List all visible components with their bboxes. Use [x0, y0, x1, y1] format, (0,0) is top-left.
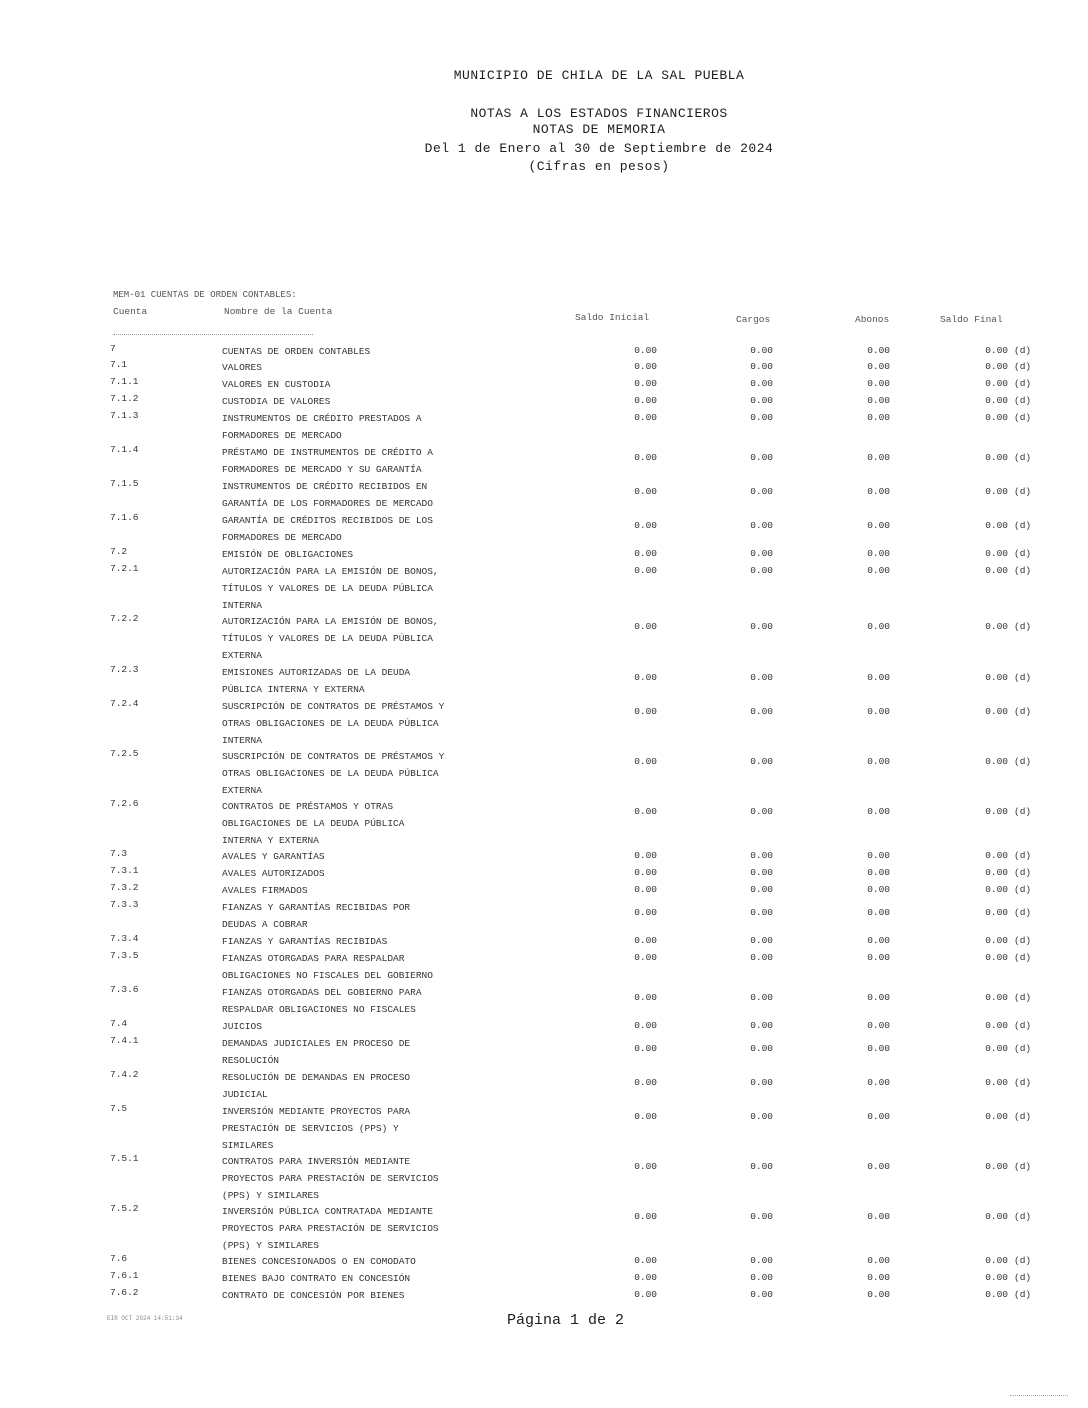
page-number: Página 1 de 2	[507, 1312, 625, 1329]
account-code: 7.2.2	[110, 613, 139, 624]
abonos-value: 0.00	[867, 1272, 890, 1283]
cargos-value: 0.00	[750, 1272, 773, 1283]
col-header-saldo-final: Saldo Final	[940, 314, 1003, 325]
saldo-inicial-value: 0.00	[634, 706, 657, 717]
account-name-line: AUTORIZACIÓN PARA LA EMISIÓN DE BONOS,	[222, 566, 439, 577]
account-name-line: FIANZAS Y GARANTÍAS RECIBIDAS	[222, 936, 388, 947]
saldo-inicial-value: 0.00	[634, 1020, 657, 1031]
saldo-inicial-value: 0.00	[634, 452, 657, 463]
municipality-title: MUNICIPIO DE CHILA DE LA SAL PUEBLA	[453, 68, 745, 83]
saldo-final-value: 0.00	[985, 548, 1008, 559]
cargos-value: 0.00	[750, 952, 773, 963]
abonos-value: 0.00	[867, 1161, 890, 1172]
saldo-inicial-value: 0.00	[634, 378, 657, 389]
col-header-cargos: Cargos	[736, 314, 771, 325]
cargos-value: 0.00	[750, 756, 773, 767]
account-name-line: (PPS) Y SIMILARES	[222, 1190, 319, 1201]
account-name-line: JUDICIAL	[222, 1089, 268, 1100]
account-name-line: INTERNA Y EXTERNA	[222, 835, 319, 846]
saldo-final-value: 0.00	[985, 907, 1008, 918]
cargos-value: 0.00	[750, 565, 773, 576]
balance-nature-flag: (d)	[1014, 378, 1032, 389]
account-name-line: INSTRUMENTOS DE CRÉDITO PRESTADOS A	[222, 413, 422, 424]
saldo-inicial-value: 0.00	[634, 806, 657, 817]
account-name-line: CONTRATOS PARA INVERSIÓN MEDIANTE	[222, 1156, 411, 1167]
account-code: 7.6	[110, 1253, 128, 1264]
account-name-line: BIENES BAJO CONTRATO EN CONCESIÓN	[222, 1273, 411, 1284]
balance-nature-flag: (d)	[1014, 548, 1032, 559]
account-code: 7.2.1	[110, 563, 139, 574]
account-name-line: DEMANDAS JUDICIALES EN PROCESO DE	[222, 1038, 411, 1049]
balance-nature-flag: (d)	[1014, 520, 1032, 531]
account-name-line: OBLIGACIONES NO FISCALES DEL GOBIERNO	[222, 970, 433, 981]
corner-mark	[1010, 1395, 1068, 1396]
account-name-line: RESPALDAR OBLIGACIONES NO FISCALES	[222, 1004, 416, 1015]
saldo-final-value: 0.00	[985, 992, 1008, 1003]
saldo-inicial-value: 0.00	[634, 361, 657, 372]
account-name-line: EXTERNA	[222, 785, 262, 796]
saldo-inicial-value: 0.00	[634, 345, 657, 356]
saldo-inicial-value: 0.00	[634, 1272, 657, 1283]
saldo-final-value: 0.00	[985, 565, 1008, 576]
account-name	[222, 1103, 482, 1154]
saldo-final-value: 0.00	[985, 361, 1008, 372]
account-name-line: INTERNA	[222, 600, 262, 611]
saldo-final-value: 0.00	[985, 706, 1008, 717]
saldo-final-value: 0.00	[985, 672, 1008, 683]
balance-nature-flag: (d)	[1014, 952, 1032, 963]
col-header-nombre: Nombre de la Cuenta	[224, 306, 333, 317]
account-code: 7.3.6	[110, 984, 139, 995]
cargos-value: 0.00	[750, 1255, 773, 1266]
cargos-value: 0.00	[750, 345, 773, 356]
account-name	[222, 1069, 482, 1103]
balance-nature-flag: (d)	[1014, 412, 1032, 423]
account-code: 7.2.4	[110, 698, 139, 709]
abonos-value: 0.00	[867, 548, 890, 559]
account-code: 7.4.2	[110, 1069, 139, 1080]
account-name-line: INVERSIÓN MEDIANTE PROYECTOS PARA	[222, 1106, 411, 1117]
account-name	[222, 1253, 482, 1270]
account-code: 7.4	[110, 1018, 128, 1029]
account-name-line: PROYECTOS PARA PRESTACIÓN DE SERVICIOS	[222, 1173, 439, 1184]
saldo-inicial-value: 0.00	[634, 548, 657, 559]
balance-nature-flag: (d)	[1014, 1043, 1032, 1054]
cargos-value: 0.00	[750, 1161, 773, 1172]
balance-nature-flag: (d)	[1014, 1111, 1032, 1122]
cargos-value: 0.00	[750, 361, 773, 372]
account-code: 7.6.1	[110, 1270, 139, 1281]
saldo-final-value: 0.00	[985, 1077, 1008, 1088]
saldo-inicial-value: 0.00	[634, 756, 657, 767]
cargos-value: 0.00	[750, 520, 773, 531]
balance-nature-flag: (d)	[1014, 884, 1032, 895]
abonos-value: 0.00	[867, 361, 890, 372]
account-code: 7.1.3	[110, 410, 139, 421]
cargos-value: 0.00	[750, 452, 773, 463]
account-code: 7.5.1	[110, 1153, 139, 1164]
account-name-line: DEUDAS A COBRAR	[222, 919, 308, 930]
balance-nature-flag: (d)	[1014, 992, 1032, 1003]
balance-nature-flag: (d)	[1014, 486, 1032, 497]
account-name-line: INSTRUMENTOS DE CRÉDITO RECIBIDOS EN	[222, 481, 428, 492]
account-name	[222, 664, 482, 698]
account-name-line: AUTORIZACIÓN PARA LA EMISIÓN DE BONOS,	[222, 616, 439, 627]
saldo-inicial-value: 0.00	[634, 952, 657, 963]
account-name-line: FIANZAS Y GARANTÍAS RECIBIDAS POR	[222, 902, 411, 913]
saldo-final-value: 0.00	[985, 806, 1008, 817]
account-name-line: GARANTÍA DE CRÉDITOS RECIBIDOS DE LOS	[222, 515, 433, 526]
account-name	[222, 698, 482, 749]
balance-nature-flag: (d)	[1014, 935, 1032, 946]
abonos-value: 0.00	[867, 1077, 890, 1088]
saldo-final-value: 0.00	[985, 345, 1008, 356]
cargos-value: 0.00	[750, 935, 773, 946]
cargos-value: 0.00	[750, 486, 773, 497]
account-name	[222, 865, 482, 882]
abonos-value: 0.00	[867, 992, 890, 1003]
account-name-line: AVALES FIRMADOS	[222, 885, 308, 896]
account-code: 7.4.1	[110, 1035, 139, 1046]
report-title: NOTAS A LOS ESTADOS FINANCIEROS	[470, 106, 728, 121]
abonos-value: 0.00	[867, 952, 890, 963]
col-header-saldo-inicial: Saldo Inicial	[575, 312, 650, 323]
balance-nature-flag: (d)	[1014, 565, 1032, 576]
account-code: 7.1.2	[110, 393, 139, 404]
account-name-line: AVALES Y GARANTÍAS	[222, 851, 325, 862]
abonos-value: 0.00	[867, 907, 890, 918]
abonos-value: 0.00	[867, 486, 890, 497]
account-code: 7.1.1	[110, 376, 139, 387]
abonos-value: 0.00	[867, 565, 890, 576]
saldo-final-value: 0.00	[985, 621, 1008, 632]
saldo-inicial-value: 0.00	[634, 1077, 657, 1088]
abonos-value: 0.00	[867, 1255, 890, 1266]
account-name-line: PÚBLICA INTERNA Y EXTERNA	[222, 684, 365, 695]
saldo-final-value: 0.00	[985, 850, 1008, 861]
account-name	[222, 748, 482, 799]
cargos-value: 0.00	[750, 884, 773, 895]
balance-nature-flag: (d)	[1014, 1255, 1032, 1266]
abonos-value: 0.00	[867, 1043, 890, 1054]
account-name-line: CONTRATOS DE PRÉSTAMOS Y OTRAS	[222, 801, 394, 812]
account-name-line: OTRAS OBLIGACIONES DE LA DEUDA PÚBLICA	[222, 718, 439, 729]
col-header-cuenta: Cuenta	[113, 306, 148, 317]
saldo-inicial-value: 0.00	[634, 1255, 657, 1266]
abonos-value: 0.00	[867, 452, 890, 463]
balance-nature-flag: (d)	[1014, 672, 1032, 683]
account-name	[222, 882, 482, 899]
abonos-value: 0.00	[867, 867, 890, 878]
saldo-final-value: 0.00	[985, 1161, 1008, 1172]
saldo-inicial-value: 0.00	[634, 621, 657, 632]
abonos-value: 0.00	[867, 672, 890, 683]
account-name	[222, 359, 482, 376]
account-name-line: OBLIGACIONES DE LA DEUDA PÚBLICA	[222, 818, 405, 829]
balance-nature-flag: (d)	[1014, 1272, 1032, 1283]
account-name-line: TÍTULOS Y VALORES DE LA DEUDA PÚBLICA	[222, 633, 433, 644]
balance-nature-flag: (d)	[1014, 1289, 1032, 1300]
account-name-line: EMISIONES AUTORIZADAS DE LA DEUDA	[222, 667, 411, 678]
account-code: 7	[110, 343, 116, 354]
cargos-value: 0.00	[750, 806, 773, 817]
account-name	[222, 1035, 482, 1069]
abonos-value: 0.00	[867, 806, 890, 817]
account-name-line: JUICIOS	[222, 1021, 262, 1032]
cargos-value: 0.00	[750, 1020, 773, 1031]
cargos-value: 0.00	[750, 706, 773, 717]
abonos-value: 0.00	[867, 850, 890, 861]
report-subtitle: NOTAS DE MEMORIA	[532, 122, 666, 137]
balance-nature-flag: (d)	[1014, 395, 1032, 406]
account-name-line: VALORES EN CUSTODIA	[222, 379, 331, 390]
account-code: 7.3.4	[110, 933, 139, 944]
saldo-inicial-value: 0.00	[634, 1289, 657, 1300]
abonos-value: 0.00	[867, 935, 890, 946]
saldo-inicial-value: 0.00	[634, 412, 657, 423]
account-code: 7.3.2	[110, 882, 139, 893]
account-name-line: INVERSIÓN PÚBLICA CONTRATADA MEDIANTE	[222, 1206, 433, 1217]
account-name-line: FORMADORES DE MERCADO	[222, 532, 342, 543]
saldo-inicial-value: 0.00	[634, 935, 657, 946]
account-name-line: SUSCRIPCIÓN DE CONTRATOS DE PRÉSTAMOS Y	[222, 751, 445, 762]
cargos-value: 0.00	[750, 907, 773, 918]
account-name-line: AVALES AUTORIZADOS	[222, 868, 325, 879]
balance-nature-flag: (d)	[1014, 621, 1032, 632]
abonos-value: 0.00	[867, 345, 890, 356]
saldo-inicial-value: 0.00	[634, 1043, 657, 1054]
saldo-inicial-value: 0.00	[634, 850, 657, 861]
account-name	[222, 950, 482, 984]
account-code: 7.2.6	[110, 798, 139, 809]
saldo-inicial-value: 0.00	[634, 1211, 657, 1222]
account-name	[222, 798, 482, 849]
saldo-inicial-value: 0.00	[634, 672, 657, 683]
account-code: 7.5	[110, 1103, 128, 1114]
saldo-inicial-value: 0.00	[634, 907, 657, 918]
balance-nature-flag: (d)	[1014, 907, 1032, 918]
saldo-final-value: 0.00	[985, 486, 1008, 497]
account-name-line: FORMADORES DE MERCADO Y SU GARANTÍA	[222, 464, 422, 475]
account-code: 7.2.5	[110, 748, 139, 759]
account-name	[222, 512, 482, 546]
abonos-value: 0.00	[867, 1020, 890, 1031]
account-name-line: CUSTODIA DE VALORES	[222, 396, 331, 407]
account-code: 7.3.3	[110, 899, 139, 910]
account-name	[222, 410, 482, 444]
account-name	[222, 376, 482, 393]
account-name-line: RESOLUCIÓN DE DEMANDAS EN PROCESO	[222, 1072, 411, 1083]
account-name	[222, 848, 482, 865]
account-code: 7.3.5	[110, 950, 139, 961]
col-header-abonos: Abonos	[855, 314, 890, 325]
saldo-final-value: 0.00	[985, 884, 1008, 895]
saldo-final-value: 0.00	[985, 935, 1008, 946]
account-name-line: (PPS) Y SIMILARES	[222, 1240, 319, 1251]
account-name	[222, 613, 482, 664]
saldo-inicial-value: 0.00	[634, 486, 657, 497]
account-name	[222, 1153, 482, 1204]
account-name-line: VALORES	[222, 362, 262, 373]
account-code: 7.1.6	[110, 512, 139, 523]
saldo-inicial-value: 0.00	[634, 520, 657, 531]
saldo-final-value: 0.00	[985, 395, 1008, 406]
account-name	[222, 444, 482, 478]
saldo-final-value: 0.00	[985, 1020, 1008, 1031]
account-name-line: FORMADORES DE MERCADO	[222, 430, 342, 441]
cargos-value: 0.00	[750, 850, 773, 861]
balance-nature-flag: (d)	[1014, 452, 1032, 463]
account-name	[222, 563, 482, 614]
account-name	[222, 984, 482, 1018]
account-name-line: PRÉSTAMO DE INSTRUMENTOS DE CRÉDITO A	[222, 447, 433, 458]
saldo-inicial-value: 0.00	[634, 992, 657, 1003]
account-name-line: TÍTULOS Y VALORES DE LA DEUDA PÚBLICA	[222, 583, 433, 594]
saldo-final-value: 0.00	[985, 520, 1008, 531]
cargos-value: 0.00	[750, 621, 773, 632]
account-code: 7.2.3	[110, 664, 139, 675]
account-name-line: FIANZAS OTORGADAS PARA RESPALDAR	[222, 953, 405, 964]
cargos-value: 0.00	[750, 1289, 773, 1300]
account-name-line: SIMILARES	[222, 1140, 274, 1151]
balance-nature-flag: (d)	[1014, 1161, 1032, 1172]
saldo-final-value: 0.00	[985, 756, 1008, 767]
account-code: 7.1.4	[110, 444, 139, 455]
abonos-value: 0.00	[867, 1289, 890, 1300]
cargos-value: 0.00	[750, 548, 773, 559]
account-name	[222, 899, 482, 933]
balance-nature-flag: (d)	[1014, 850, 1032, 861]
abonos-value: 0.00	[867, 706, 890, 717]
cargos-value: 0.00	[750, 395, 773, 406]
abonos-value: 0.00	[867, 621, 890, 632]
cargos-value: 0.00	[750, 1077, 773, 1088]
account-name-line: SUSCRIPCIÓN DE CONTRATOS DE PRÉSTAMOS Y	[222, 701, 445, 712]
saldo-final-value: 0.00	[985, 1289, 1008, 1300]
balance-nature-flag: (d)	[1014, 1077, 1032, 1088]
saldo-final-value: 0.00	[985, 1211, 1008, 1222]
abonos-value: 0.00	[867, 395, 890, 406]
cargos-value: 0.00	[750, 1111, 773, 1122]
account-name	[222, 1018, 482, 1035]
balance-nature-flag: (d)	[1014, 345, 1032, 356]
abonos-value: 0.00	[867, 884, 890, 895]
saldo-inicial-value: 0.00	[634, 565, 657, 576]
cargos-value: 0.00	[750, 992, 773, 1003]
cargos-value: 0.00	[750, 672, 773, 683]
saldo-final-value: 0.00	[985, 452, 1008, 463]
abonos-value: 0.00	[867, 378, 890, 389]
account-name-line: FIANZAS OTORGADAS DEL GOBIERNO PARA	[222, 987, 422, 998]
cargos-value: 0.00	[750, 1211, 773, 1222]
report-units: (Cifras en pesos)	[528, 159, 670, 174]
account-name	[222, 478, 482, 512]
cargos-value: 0.00	[750, 412, 773, 423]
cargos-value: 0.00	[750, 378, 773, 389]
account-name	[222, 1270, 482, 1287]
section-title: MEM-01 CUENTAS DE ORDEN CONTABLES:	[113, 290, 297, 300]
saldo-final-value: 0.00	[985, 378, 1008, 389]
account-code: 7.5.2	[110, 1203, 139, 1214]
saldo-final-value: 0.00	[985, 952, 1008, 963]
account-name	[222, 343, 482, 360]
account-code: 7.6.2	[110, 1287, 139, 1298]
saldo-final-value: 0.00	[985, 1272, 1008, 1283]
saldo-inicial-value: 0.00	[634, 884, 657, 895]
account-name-line: INTERNA	[222, 735, 262, 746]
balance-nature-flag: (d)	[1014, 361, 1032, 372]
balance-nature-flag: (d)	[1014, 1211, 1032, 1222]
account-name	[222, 546, 482, 563]
abonos-value: 0.00	[867, 412, 890, 423]
abonos-value: 0.00	[867, 1111, 890, 1122]
account-name-line: EMISIÓN DE OBLIGACIONES	[222, 549, 354, 560]
abonos-value: 0.00	[867, 520, 890, 531]
abonos-value: 0.00	[867, 756, 890, 767]
balance-nature-flag: (d)	[1014, 756, 1032, 767]
balance-nature-flag: (d)	[1014, 706, 1032, 717]
print-stamp: EIR OCT 2024 14:51:34	[107, 1315, 183, 1322]
abonos-value: 0.00	[867, 1211, 890, 1222]
account-name-line: BIENES CONCESIONADOS O EN COMODATO	[222, 1256, 416, 1267]
saldo-inicial-value: 0.00	[634, 867, 657, 878]
account-name-line: CUENTAS DE ORDEN CONTABLES	[222, 346, 371, 357]
report-period: Del 1 de Enero al 30 de Septiembre de 2024	[424, 141, 774, 156]
saldo-final-value: 0.00	[985, 1043, 1008, 1054]
saldo-final-value: 0.00	[985, 1111, 1008, 1122]
account-name-line: PRESTACIÓN DE SERVICIOS (PPS) Y	[222, 1123, 399, 1134]
account-name	[222, 393, 482, 410]
account-code: 7.1	[110, 359, 128, 370]
saldo-inicial-value: 0.00	[634, 1111, 657, 1122]
account-name-line: RESOLUCIÓN	[222, 1055, 280, 1066]
cargos-value: 0.00	[750, 867, 773, 878]
balance-nature-flag: (d)	[1014, 1020, 1032, 1031]
saldo-final-value: 0.00	[985, 867, 1008, 878]
account-name	[222, 933, 482, 950]
account-name-line: EXTERNA	[222, 650, 262, 661]
saldo-final-value: 0.00	[985, 412, 1008, 423]
balance-nature-flag: (d)	[1014, 806, 1032, 817]
saldo-inicial-value: 0.00	[634, 395, 657, 406]
account-code: 7.3.1	[110, 865, 139, 876]
account-name	[222, 1203, 482, 1254]
account-name-line: CONTRATO DE CONCESIÓN POR BIENES	[222, 1290, 405, 1301]
balance-nature-flag: (d)	[1014, 867, 1032, 878]
account-name-line: OTRAS OBLIGACIONES DE LA DEUDA PÚBLICA	[222, 768, 439, 779]
account-code: 7.3	[110, 848, 128, 859]
saldo-inicial-value: 0.00	[634, 1161, 657, 1172]
cargos-value: 0.00	[750, 1043, 773, 1054]
account-code: 7.2	[110, 546, 128, 557]
saldo-final-value: 0.00	[985, 1255, 1008, 1266]
account-name	[222, 1287, 482, 1304]
account-code: 7.1.5	[110, 478, 139, 489]
account-name-line: PROYECTOS PARA PRESTACIÓN DE SERVICIOS	[222, 1223, 439, 1234]
account-name-line: GARANTÍA DE LOS FORMADORES DE MERCADO	[222, 498, 433, 509]
